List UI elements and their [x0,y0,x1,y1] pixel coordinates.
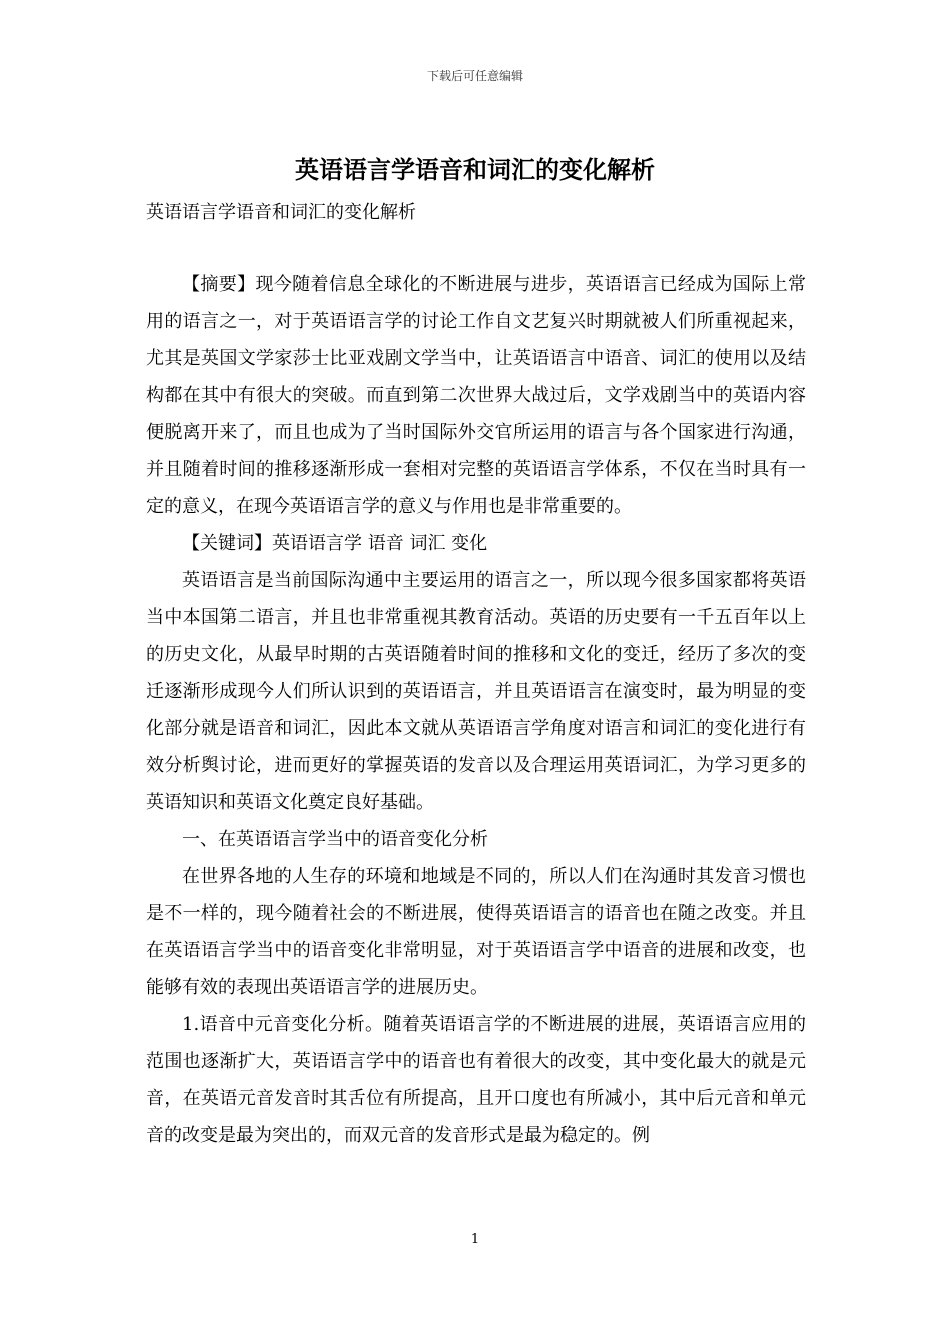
document-body [146,266,806,1154]
keywords-paragraph: 【关键词】英语语言学 语音 词汇 变化 [182,533,488,554]
page-number: 1 [470,1232,480,1247]
section-heading-1: 一、在英语语言学当中的语音变化分析 [182,829,488,850]
subsection-1-paragraph: 1.语音中元音变化分析。随着英语语言学的不断进展的进展，英语语言应用的范围也逐渐扩大，英语语言学中的语音也有着很大的改变，其中变化最大的就是元音，在英语元音发音时其舌位有所提高，且开口度也有所减小，其中后元音和单元音的改变是最为突出的，而双元音的发音形式是最为稳定的。例 [146,1014,806,1146]
section-1-paragraph: 在世界各地的人生存的环境和地域是不同的，所以人们在沟通时其发音习惯也是不一样的，现今随着社会的不断进展，使得英语语言的语音也在随之改变。并且在英语语言学当中的语音变化非常明显，对于英语语言学中语音的进展和改变，也能够有效的表现出英语语言学的进展历史。 [146,866,806,998]
intro-paragraph: 英语语言是当前国际沟通中主要运用的语言之一，所以现今很多国家都将英语当中本国第二语言，并且也非常重视其教育活动。英语的历史要有一千五百年以上的历史文化，从最早时期的古英语随着时间的推移和文化的变迁，经历了多次的变迁逐渐形成现今人们所认识到的英语语言，并且英语语言在演变时，最为明显的变化部分就是语音和词汇，因此本文就从英语语言学角度对语言和词汇的变化进行有效分析舆讨论，进而更好的掌握英语的发音以及合理运用英语词汇，为学习更多的英语知识和英语文化奠定良好基础。 [146,570,806,813]
document-subtitle: 英语语言学语音和词汇的变化解析 [146,202,416,223]
page-header-note: 下载后可任意编辑 [426,69,523,83]
abstract-paragraph: 【摘要】现今随着信息全球化的不断进展与进步，英语语言已经成为国际上常用的语言之一，对于英语语言学的讨论工作自文艺复兴时期就被人们所重视起来，尤其是英国文学家莎士比亚戏剧文学当中，让英语语言中语音、词汇的使用以及结构都在其中有很大的突破。而直到第二次世界大战过后，文学戏剧当中的英语内容便脱离开来了，而且也成为了当时国际外交官所运用的语言与各个国家进行沟通，并且随着时间的推移逐渐形成一套相对完整的英语语言学体系，不仅在当时具有一定的意义，在现今英语语言学的意义与作用也是非常重要的。 [146,274,806,517]
document-title: 英语语言学语音和词汇的变化解析 [295,155,655,184]
